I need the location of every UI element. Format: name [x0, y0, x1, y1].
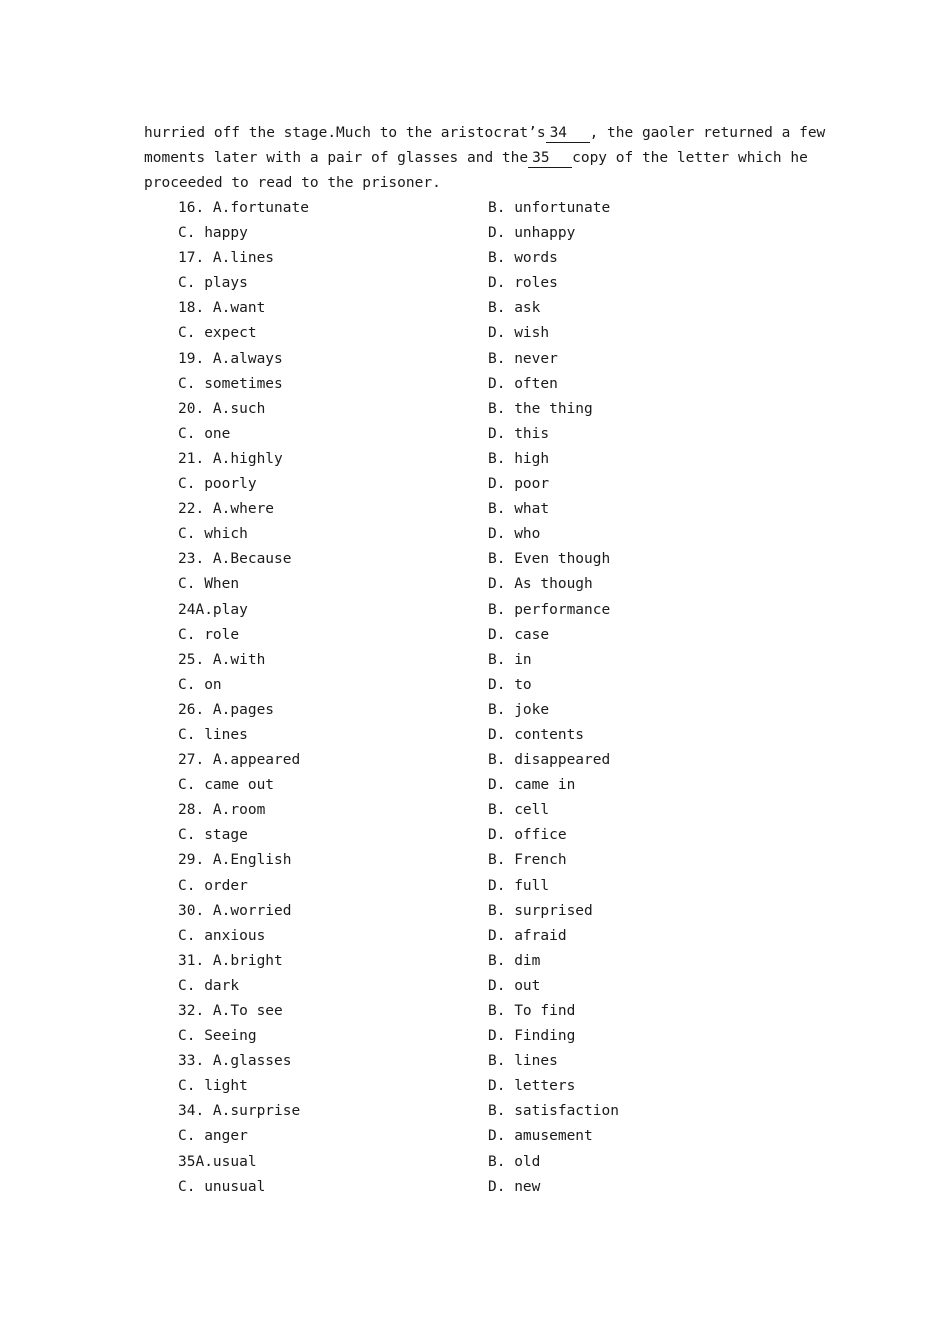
passage-line-1	[144, 121, 826, 146]
option-left: 19. A.always	[178, 350, 283, 367]
option-right: B. never	[488, 350, 558, 367]
option-left: C. When	[178, 576, 240, 593]
option-right: B. high	[488, 450, 550, 467]
option-row	[0, 196, 950, 221]
option-row	[0, 321, 950, 346]
passage-line-3: proceeded to read to the prisoner.	[144, 175, 441, 191]
option-right: B. the thing	[488, 400, 593, 417]
option-right: D. wish	[488, 325, 550, 342]
passage-text: copy of the letter which he	[572, 150, 808, 166]
option-left: 22. A.where	[178, 501, 275, 518]
option-row	[0, 773, 950, 798]
option-right: D. case	[488, 626, 550, 643]
option-left: 20. A.such	[178, 400, 266, 417]
option-left: 26. A.pages	[178, 701, 275, 718]
option-row	[0, 848, 950, 873]
passage-line-2	[144, 146, 807, 171]
option-right: B. words	[488, 250, 558, 267]
option-right: D. poor	[488, 476, 550, 493]
option-left: C. dark	[178, 977, 240, 994]
option-right: D. As though	[488, 576, 593, 593]
passage-text: hurried off the stage.Much to the aristocrat’s	[144, 125, 546, 141]
option-row	[0, 1024, 950, 1049]
option-row	[0, 1150, 950, 1175]
option-left: C. lines	[178, 726, 248, 743]
answer-options	[0, 196, 950, 1200]
option-left: C. on	[178, 676, 222, 693]
option-left: 34. A.surprise	[178, 1103, 301, 1120]
option-left: 30. A.worried	[178, 902, 292, 919]
option-left: 28. A.room	[178, 802, 266, 819]
option-row	[0, 1099, 950, 1124]
option-left: C. came out	[178, 777, 275, 794]
option-left: 31. A.bright	[178, 952, 283, 969]
option-row	[0, 723, 950, 748]
option-left: 18. A.want	[178, 300, 266, 317]
option-left: 21. A.highly	[178, 450, 283, 467]
option-right: B. in	[488, 651, 532, 668]
option-right: D. unhappy	[488, 225, 576, 242]
option-row	[0, 296, 950, 321]
option-left: C. Seeing	[178, 1028, 257, 1045]
option-row	[0, 673, 950, 698]
option-row	[0, 598, 950, 623]
option-right: D. full	[488, 877, 550, 894]
option-right: B. surprised	[488, 902, 593, 919]
option-row	[0, 347, 950, 372]
option-row	[0, 798, 950, 823]
option-row	[0, 422, 950, 447]
passage-text: moments later with a pair of glasses and the	[144, 150, 529, 166]
option-right: B. satisfaction	[488, 1103, 619, 1120]
option-left: C. light	[178, 1078, 248, 1095]
option-right: B. ask	[488, 300, 541, 317]
option-left: 24A.play	[178, 601, 248, 618]
option-right: B. dim	[488, 952, 541, 969]
option-row	[0, 1175, 950, 1200]
option-row	[0, 397, 950, 422]
option-left: 17. A.lines	[178, 250, 275, 267]
option-right: B. French	[488, 852, 567, 869]
option-right: D. this	[488, 425, 550, 442]
option-row	[0, 748, 950, 773]
option-right: B. joke	[488, 701, 550, 718]
option-right: D. letters	[488, 1078, 576, 1095]
option-row	[0, 999, 950, 1024]
option-left: 35A.usual	[178, 1153, 257, 1170]
option-left: C. role	[178, 626, 240, 643]
option-row	[0, 874, 950, 899]
option-right: D. contents	[488, 726, 585, 743]
option-left: C. which	[178, 526, 248, 543]
option-right: D. roles	[488, 275, 558, 292]
option-right: D. Finding	[488, 1028, 576, 1045]
option-row	[0, 472, 950, 497]
option-row	[0, 974, 950, 999]
option-right: D. who	[488, 526, 541, 543]
option-left: 33. A.glasses	[178, 1053, 292, 1070]
option-right: B. unfortunate	[488, 200, 611, 216]
option-right: D. came in	[488, 777, 576, 794]
option-left: 25. A.with	[178, 651, 266, 668]
option-row	[0, 1124, 950, 1149]
option-left: 29. A.English	[178, 852, 292, 869]
option-right: B. what	[488, 501, 550, 518]
option-right: D. often	[488, 375, 558, 392]
option-left: 16. A.fortunate	[178, 200, 309, 216]
option-row	[0, 623, 950, 648]
option-left: C. stage	[178, 827, 248, 844]
option-row	[0, 823, 950, 848]
option-left: C. anxious	[178, 927, 266, 944]
passage-text: , the gaoler returned a few	[589, 125, 826, 141]
option-row	[0, 1049, 950, 1074]
option-right: D. out	[488, 977, 541, 994]
option-row	[0, 698, 950, 723]
option-left: C. plays	[178, 275, 248, 292]
option-row	[0, 447, 950, 472]
option-left: C. one	[178, 425, 231, 442]
option-left: 27. A.appeared	[178, 752, 301, 769]
option-row	[0, 522, 950, 547]
option-right: D. office	[488, 827, 567, 844]
blank-34: 34	[546, 124, 590, 143]
option-row	[0, 949, 950, 974]
option-left: C. sometimes	[178, 375, 283, 392]
option-right: B. To find	[488, 1003, 576, 1019]
option-left: 32. A.To see	[178, 1003, 283, 1019]
option-right: D. amusement	[488, 1128, 593, 1145]
option-left: C. order	[178, 877, 248, 894]
option-row	[0, 1074, 950, 1099]
option-right: D. afraid	[488, 927, 567, 944]
option-right: B. performance	[488, 601, 611, 618]
option-left: 23. A.Because	[178, 551, 292, 568]
option-row	[0, 497, 950, 522]
option-row	[0, 899, 950, 924]
option-row	[0, 924, 950, 949]
option-right: B. Even though	[488, 551, 611, 568]
option-row	[0, 572, 950, 597]
option-row	[0, 372, 950, 397]
option-right: B. cell	[488, 802, 550, 819]
option-row	[0, 246, 950, 271]
option-row	[0, 221, 950, 246]
option-left: C. anger	[178, 1128, 248, 1145]
option-right: B. lines	[488, 1053, 558, 1070]
option-row	[0, 547, 950, 572]
option-right: D. to	[488, 676, 532, 693]
blank-35: 35	[528, 149, 572, 168]
option-row	[0, 271, 950, 296]
option-left: C. poorly	[178, 476, 257, 493]
option-left: C. expect	[178, 325, 257, 342]
option-left: C. happy	[178, 225, 248, 242]
option-right: B. old	[488, 1153, 541, 1170]
option-row	[0, 648, 950, 673]
option-right: D. new	[488, 1178, 541, 1195]
option-right: B. disappeared	[488, 752, 611, 769]
option-left: C. unusual	[178, 1178, 266, 1195]
passage-excerpt	[144, 121, 826, 196]
